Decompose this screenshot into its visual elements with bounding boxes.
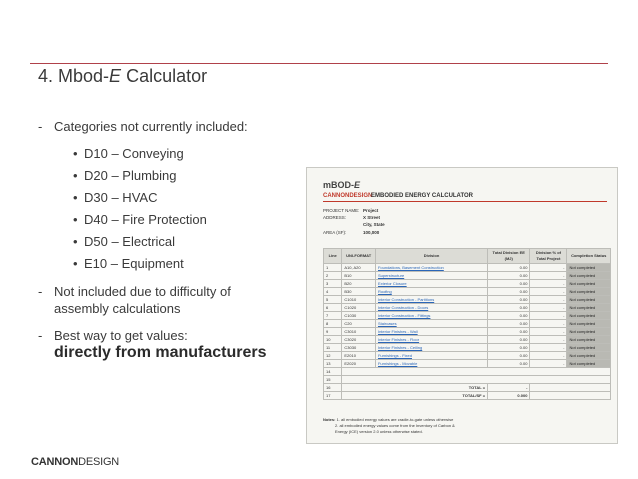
line-cell: 1 xyxy=(324,264,342,272)
sub-bullet-text: D10 – Conveying xyxy=(84,146,184,161)
line-cell: 11 xyxy=(324,344,342,352)
bullet-dot-icon: • xyxy=(73,168,78,183)
uniformat-cell: E2010 xyxy=(342,352,376,360)
table-row xyxy=(324,336,611,344)
calculator-screenshot xyxy=(306,167,618,444)
line-cell: 10 xyxy=(324,336,342,344)
table-row xyxy=(324,296,611,304)
bullet-emphasis: directly from manufacturers xyxy=(54,344,267,361)
percent-cell: - xyxy=(530,304,567,312)
calc-title-prefix: mBOD- xyxy=(323,180,354,190)
status-cell: Not completed xyxy=(567,280,611,288)
sub-bullet xyxy=(38,145,298,167)
line-cell: 4 xyxy=(324,288,342,296)
sub-bullet-text: D20 – Plumbing xyxy=(84,168,177,183)
division-link[interactable]: Interior Finishes - Floor xyxy=(375,336,487,344)
table-row xyxy=(324,328,611,336)
notes-label: Notes: xyxy=(323,417,336,422)
line-cell: 2 xyxy=(324,272,342,280)
bullet-dot-icon: • xyxy=(73,256,78,271)
uniformat-cell: C3030 xyxy=(342,344,376,352)
slide-title xyxy=(38,66,207,87)
calc-title-emphasis: E xyxy=(354,180,361,190)
dash-marker: - xyxy=(38,284,43,299)
table-row xyxy=(324,320,611,328)
division-link[interactable]: Furnishings - Movable xyxy=(375,360,487,368)
table-row xyxy=(324,280,611,288)
status-cell: Not completed xyxy=(567,328,611,336)
uniformat-cell: C20 xyxy=(342,320,376,328)
sub-bullet xyxy=(38,255,298,277)
empty-cell xyxy=(530,392,611,400)
line-cell: 15 xyxy=(324,376,342,384)
bullet-best-way xyxy=(38,327,298,361)
uniformat-cell: A10, A20 xyxy=(342,264,376,272)
address-value-2: City, State xyxy=(363,222,385,227)
total-value: - xyxy=(488,384,530,392)
percent-cell: - xyxy=(530,312,567,320)
header-total-ee: Total Division EE (MJ) xyxy=(488,249,530,264)
line-cell: 16 xyxy=(324,384,342,392)
division-link[interactable]: Furnishings - Fixed xyxy=(375,352,487,360)
note-1: 1. all embodied energy values are cradle-to-gate unless otherwise xyxy=(336,417,454,422)
percent-cell: - xyxy=(530,280,567,288)
total-ee-cell: 0.00 xyxy=(488,296,530,304)
uniformat-cell: C3010 xyxy=(342,328,376,336)
total-label: TOTAL = xyxy=(342,384,488,392)
sub-bullet xyxy=(38,189,298,211)
project-name-label: PROJECT NAME: xyxy=(323,208,360,213)
logo-bold: CANNON xyxy=(31,456,79,468)
division-link[interactable]: Staircases xyxy=(375,320,487,328)
bullet-dot-icon: • xyxy=(73,146,78,161)
dash-marker: - xyxy=(38,328,43,343)
percent-cell: - xyxy=(530,328,567,336)
division-link[interactable]: Foundations, Basement Construction xyxy=(375,264,487,272)
empty-cell xyxy=(342,376,611,384)
bullet-text: Categories not currently included: xyxy=(54,119,248,134)
uniformat-cell: C1010 xyxy=(342,296,376,304)
percent-cell: - xyxy=(530,344,567,352)
percent-cell: - xyxy=(530,352,567,360)
status-cell: Not completed xyxy=(567,288,611,296)
header-line: Line xyxy=(324,249,342,264)
area-row xyxy=(323,230,379,235)
uniformat-cell: B20 xyxy=(342,280,376,288)
sub-bullet-text: D50 – Electrical xyxy=(84,234,176,249)
note-3: Energy (ICE) version 2.0 unless otherwise stated. xyxy=(335,429,423,434)
bullet-list xyxy=(38,118,298,371)
table-row xyxy=(324,304,611,312)
percent-cell: - xyxy=(530,288,567,296)
uniformat-cell: C1020 xyxy=(342,304,376,312)
uniformat-cell: C3020 xyxy=(342,336,376,344)
line-cell: 8 xyxy=(324,320,342,328)
uniformat-cell: B30 xyxy=(342,288,376,296)
table-row xyxy=(324,352,611,360)
sub-bullet xyxy=(38,167,298,189)
calc-notes xyxy=(323,417,603,435)
line-cell: 7 xyxy=(324,312,342,320)
uniformat-cell: E2020 xyxy=(342,360,376,368)
calc-brand-logo: CANNONDESIGN xyxy=(323,193,373,199)
table-row xyxy=(324,288,611,296)
bullet-text: Best way to get values: xyxy=(54,328,188,343)
total-ee-cell: 0.00 xyxy=(488,352,530,360)
empty-row xyxy=(324,376,611,384)
division-link[interactable]: Interior Finishes - Ceiling xyxy=(375,344,487,352)
table-row xyxy=(324,272,611,280)
status-cell: Not completed xyxy=(567,352,611,360)
line-cell: 5 xyxy=(324,296,342,304)
header-division: Division xyxy=(375,249,487,264)
division-link[interactable]: Interior Construction - Partitions xyxy=(375,296,487,304)
address-row xyxy=(323,215,380,220)
title-prefix: 4. Mbod- xyxy=(38,66,110,86)
division-link[interactable]: Roofing xyxy=(375,288,487,296)
title-suffix: Calculator xyxy=(121,66,208,86)
address-label: ADDRESS: xyxy=(323,215,347,220)
title-rule xyxy=(30,63,608,64)
percent-cell: - xyxy=(530,320,567,328)
line-cell: 3 xyxy=(324,280,342,288)
division-link[interactable]: Exterior Closure xyxy=(375,280,487,288)
status-cell: Not completed xyxy=(567,264,611,272)
status-cell: Not completed xyxy=(567,320,611,328)
table-row xyxy=(324,312,611,320)
status-cell: Not completed xyxy=(567,344,611,352)
header-uniformat: UNI-FORMAT xyxy=(342,249,376,264)
total-label: TOTAL/SF = xyxy=(342,392,488,400)
sub-bullet-text: E10 – Equipment xyxy=(84,256,184,271)
percent-cell: - xyxy=(530,336,567,344)
line-cell: 9 xyxy=(324,328,342,336)
calc-heading: EMBODIED ENERGY CALCULATOR xyxy=(371,193,474,199)
status-cell: Not completed xyxy=(567,312,611,320)
table-row xyxy=(324,344,611,352)
sub-bullet-text: D40 – Fire Protection xyxy=(84,212,207,227)
address-value-1: X Street xyxy=(363,215,381,220)
division-link[interactable]: Interior Finishes - Wall xyxy=(375,328,487,336)
note-2: 2. all embodied energy values come from the Inventory of Carbon & xyxy=(335,423,455,428)
bullet-not-included xyxy=(38,283,274,317)
area-value: 100,000 xyxy=(363,230,380,235)
table-row xyxy=(324,264,611,272)
project-name-value: Project xyxy=(363,208,379,213)
total-row xyxy=(324,392,611,400)
calc-rule xyxy=(323,201,607,202)
header-division-percent: Division % of Total Project xyxy=(530,249,567,264)
line-cell: 14 xyxy=(324,368,342,376)
percent-cell: - xyxy=(530,296,567,304)
total-ee-cell: 0.00 xyxy=(488,280,530,288)
division-link[interactable]: Interior Construction - Fittings xyxy=(375,312,487,320)
project-name-row xyxy=(323,208,378,213)
bullet-dot-icon: • xyxy=(73,234,78,249)
total-value: 0.000 xyxy=(488,392,530,400)
line-cell: 6 xyxy=(324,304,342,312)
total-ee-cell: 0.00 xyxy=(488,344,530,352)
total-ee-cell: 0.00 xyxy=(488,328,530,336)
status-cell: Not completed xyxy=(567,360,611,368)
line-cell: 13 xyxy=(324,360,342,368)
logo-thin: DESIGN xyxy=(78,456,120,468)
total-ee-cell: 0.00 xyxy=(488,320,530,328)
calc-title xyxy=(323,180,360,190)
bullet-categories xyxy=(38,118,298,135)
calculator-table xyxy=(323,248,611,400)
line-cell: 12 xyxy=(324,352,342,360)
sub-bullet xyxy=(38,211,298,233)
empty-cell xyxy=(342,368,611,376)
empty-cell xyxy=(530,384,611,392)
header-completion-status: Completion Status xyxy=(567,249,611,264)
status-cell: Not completed xyxy=(567,296,611,304)
total-ee-cell: 0.00 xyxy=(488,272,530,280)
total-ee-cell: 0.00 xyxy=(488,336,530,344)
bullet-dot-icon: • xyxy=(73,190,78,205)
bullet-text: Not included due to difficulty of assembly calculations xyxy=(54,284,231,316)
address-row-2 xyxy=(323,222,385,227)
status-cell: Not completed xyxy=(567,272,611,280)
line-cell: 17 xyxy=(324,392,342,400)
percent-cell: - xyxy=(530,272,567,280)
table-row xyxy=(324,360,611,368)
title-emphasis: E xyxy=(109,66,122,86)
table-body xyxy=(324,264,611,400)
total-ee-cell: 0.00 xyxy=(488,312,530,320)
total-ee-cell: 0.00 xyxy=(488,360,530,368)
percent-cell: - xyxy=(530,360,567,368)
empty-row xyxy=(324,368,611,376)
status-cell: Not completed xyxy=(567,304,611,312)
area-label: AREA (SF): xyxy=(323,230,347,235)
total-ee-cell: 0.00 xyxy=(488,288,530,296)
cannondesign-logo xyxy=(31,456,119,468)
uniformat-cell: B10 xyxy=(342,272,376,280)
total-ee-cell: 0.00 xyxy=(488,264,530,272)
table-header-row xyxy=(324,249,611,264)
total-ee-cell: 0.00 xyxy=(488,304,530,312)
sub-bullet-text: D30 – HVAC xyxy=(84,190,158,205)
bullet-dot-icon: • xyxy=(73,212,78,227)
total-row xyxy=(324,384,611,392)
sub-bullet xyxy=(38,233,298,255)
dash-marker: - xyxy=(38,119,43,134)
division-link[interactable]: Interior Construction - Doors xyxy=(375,304,487,312)
uniformat-cell: C1030 xyxy=(342,312,376,320)
percent-cell: - xyxy=(530,264,567,272)
status-cell: Not completed xyxy=(567,336,611,344)
division-link[interactable]: Superstructure xyxy=(375,272,487,280)
